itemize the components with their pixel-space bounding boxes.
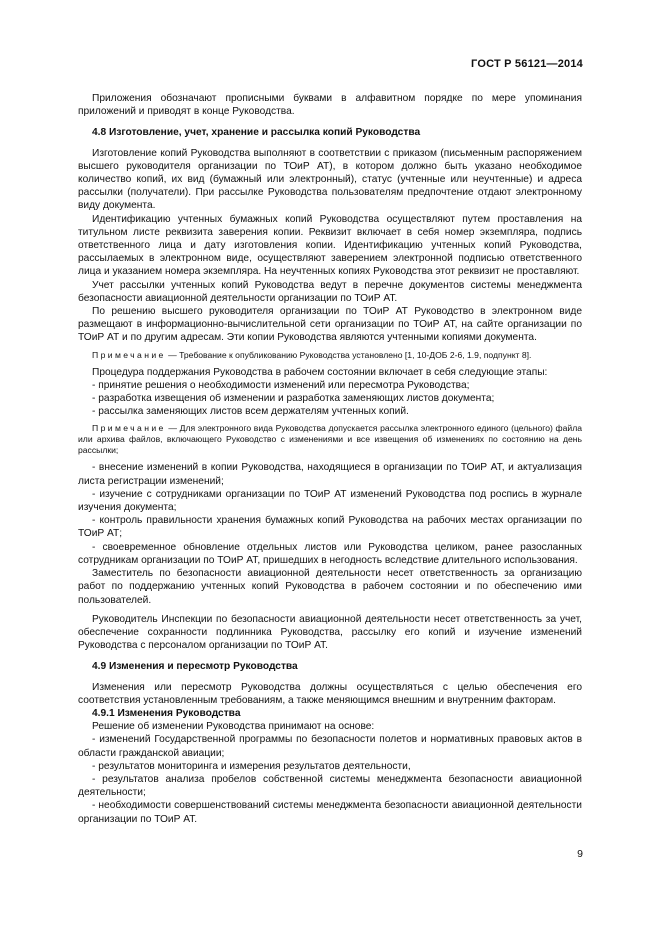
paragraph: Учет рассылки учтенных копий Руководства ведут в перечне документов системы менеджмента безопасности авиационной деятельности организации по ТОиР АТ. (78, 279, 582, 304)
list-item: - принятие решения о необходимости изменений или пересмотра Руководства; (92, 379, 470, 391)
note-label: Примечание (92, 349, 166, 360)
list-item: - необходимости совершенствований системы менеджмента безопасности авиационной деятельности организации по ТОиР АТ. (78, 800, 582, 825)
note (78, 350, 582, 361)
paragraph: Изготовление копий Руководства выполняют в соответствии с приказом (письменным распоряжением высшего руководителя организации по ТОиР АТ), в котором должно быть указано необходимое количество копий, их вид (бумажный или электронный), статус (учтенные или неучтенные) и адреса рассылки (получатели). При рассылке Руководства пользователям предпочтение отдают электронному виду документа. (78, 147, 582, 212)
list-item: - разработка извещения об изменении и разработка заменяющих листов документа; (92, 393, 495, 405)
document-id: ГОСТ Р 56121—2014 (471, 58, 583, 70)
note (78, 423, 582, 456)
list-item: - результатов анализа пробелов собственной системы менеджмента безопасности авиационной деятельности; (78, 773, 582, 799)
list-item: - изучение с сотрудниками организации по ТОиР АТ изменений Руководства под роспись в журнале изучения документа; (78, 488, 582, 514)
paragraph: Заместитель по безопасности авиационной деятельности несет ответственность за организацию работ по поддержанию учтенных копий Руководства в рабочем состоянии и по обеспечению ими пользователей. (78, 568, 582, 606)
document-body (78, 92, 582, 826)
page-number: 9 (577, 848, 583, 860)
paragraph: Идентификацию учтенных бумажных копий Руководства осуществляют путем проставления на титульном листе реквизита заверения копии. Реквизит включает в себя номер экземпляра, подпись ответственного лица и дату изготовления копии. Идентификацию учтенных копий Руководства, рассылаемых в электронном виде, осуществляют заверением электронной подписью ответственного лица и указанием номера экземпляра. На неучтенных копиях Руководства этот реквизит не проставляют. (78, 213, 582, 278)
subsection-heading-4-9-1: 4.9.1 Изменения Руководства (92, 707, 241, 719)
paragraph: Приложения обозначают прописными буквами в алфавитном порядке по мере упоминания приложений и приводят в конце Руководства. (78, 93, 582, 118)
paragraph: Изменения или пересмотр Руководства должны осуществляться с целью обеспечения его соответствия установленным требованиям, а также меняющимся внешним и внутренним факторам. (78, 681, 582, 706)
list-item: - изменений Государственной программы по безопасности полетов и нормативных правовых актов в области гражданской авиации; (78, 734, 582, 759)
section-heading-4-8: 4.8 Изготовление, учет, хранение и рассылка копий Руководства (92, 127, 421, 139)
list-item: - рассылка заменяющих листов всем держателям учтенных копий. (92, 406, 409, 418)
paragraph: По решению высшего руководителя организации по ТОиР АТ Руководство в электронном виде размещают в информационно-вычислительной сети организации по ТОиР АТ, на сайте организации по ТОиР АТ и по другим адресам. Эти копии Руководства являются учтенными копиями документа. (78, 306, 582, 344)
list-item: - своевременное обновление отдельных листов или Руководства целиком, ранее разосланных сотрудникам организации по ТОиР АТ, пришедших в негодность вследствие длительного использования. (78, 541, 582, 566)
paragraph: Процедура поддержания Руководства в рабочем состоянии включает в себя следующие этапы: (92, 366, 548, 378)
list-item: - результатов мониторинга и измерения результатов деятельности, (92, 760, 411, 772)
list-item: - контроль правильности хранения бумажных копий Руководства на рабочих местах организации по ТОиР АТ; (78, 515, 582, 540)
note-text: — Требование к опубликованию Руководства установлено [1, 10-ДОБ 2-6, 1.9, подпункт 8]. (165, 349, 532, 360)
paragraph: Решение об изменении Руководства принимают на основе: (92, 721, 375, 733)
list-item: - внесение изменений в копии Руководства, находящиеся в организации по ТОиР АТ, и актуализация листа регистрации изменений; (78, 462, 582, 487)
section-heading-4-9: 4.9 Изменения и пересмотр Руководства (92, 661, 298, 673)
paragraph: Руководитель Инспекции по безопасности авиационной деятельности несет ответственность за учет, обеспечение сохранности подлинника Руководства, рассылку его копий и изучение изменений Руководства с персоналом организации по ТОиР АТ. (78, 613, 582, 652)
note-label: Примечание (92, 423, 166, 434)
note-text: — Для электронного вида Руководства допускается рассылка электронного единого (цельного) файла или архива файлов, включающего Руководство с изменениями и все извещения об изменениях по состоянию на день рассылки; (78, 423, 582, 456)
